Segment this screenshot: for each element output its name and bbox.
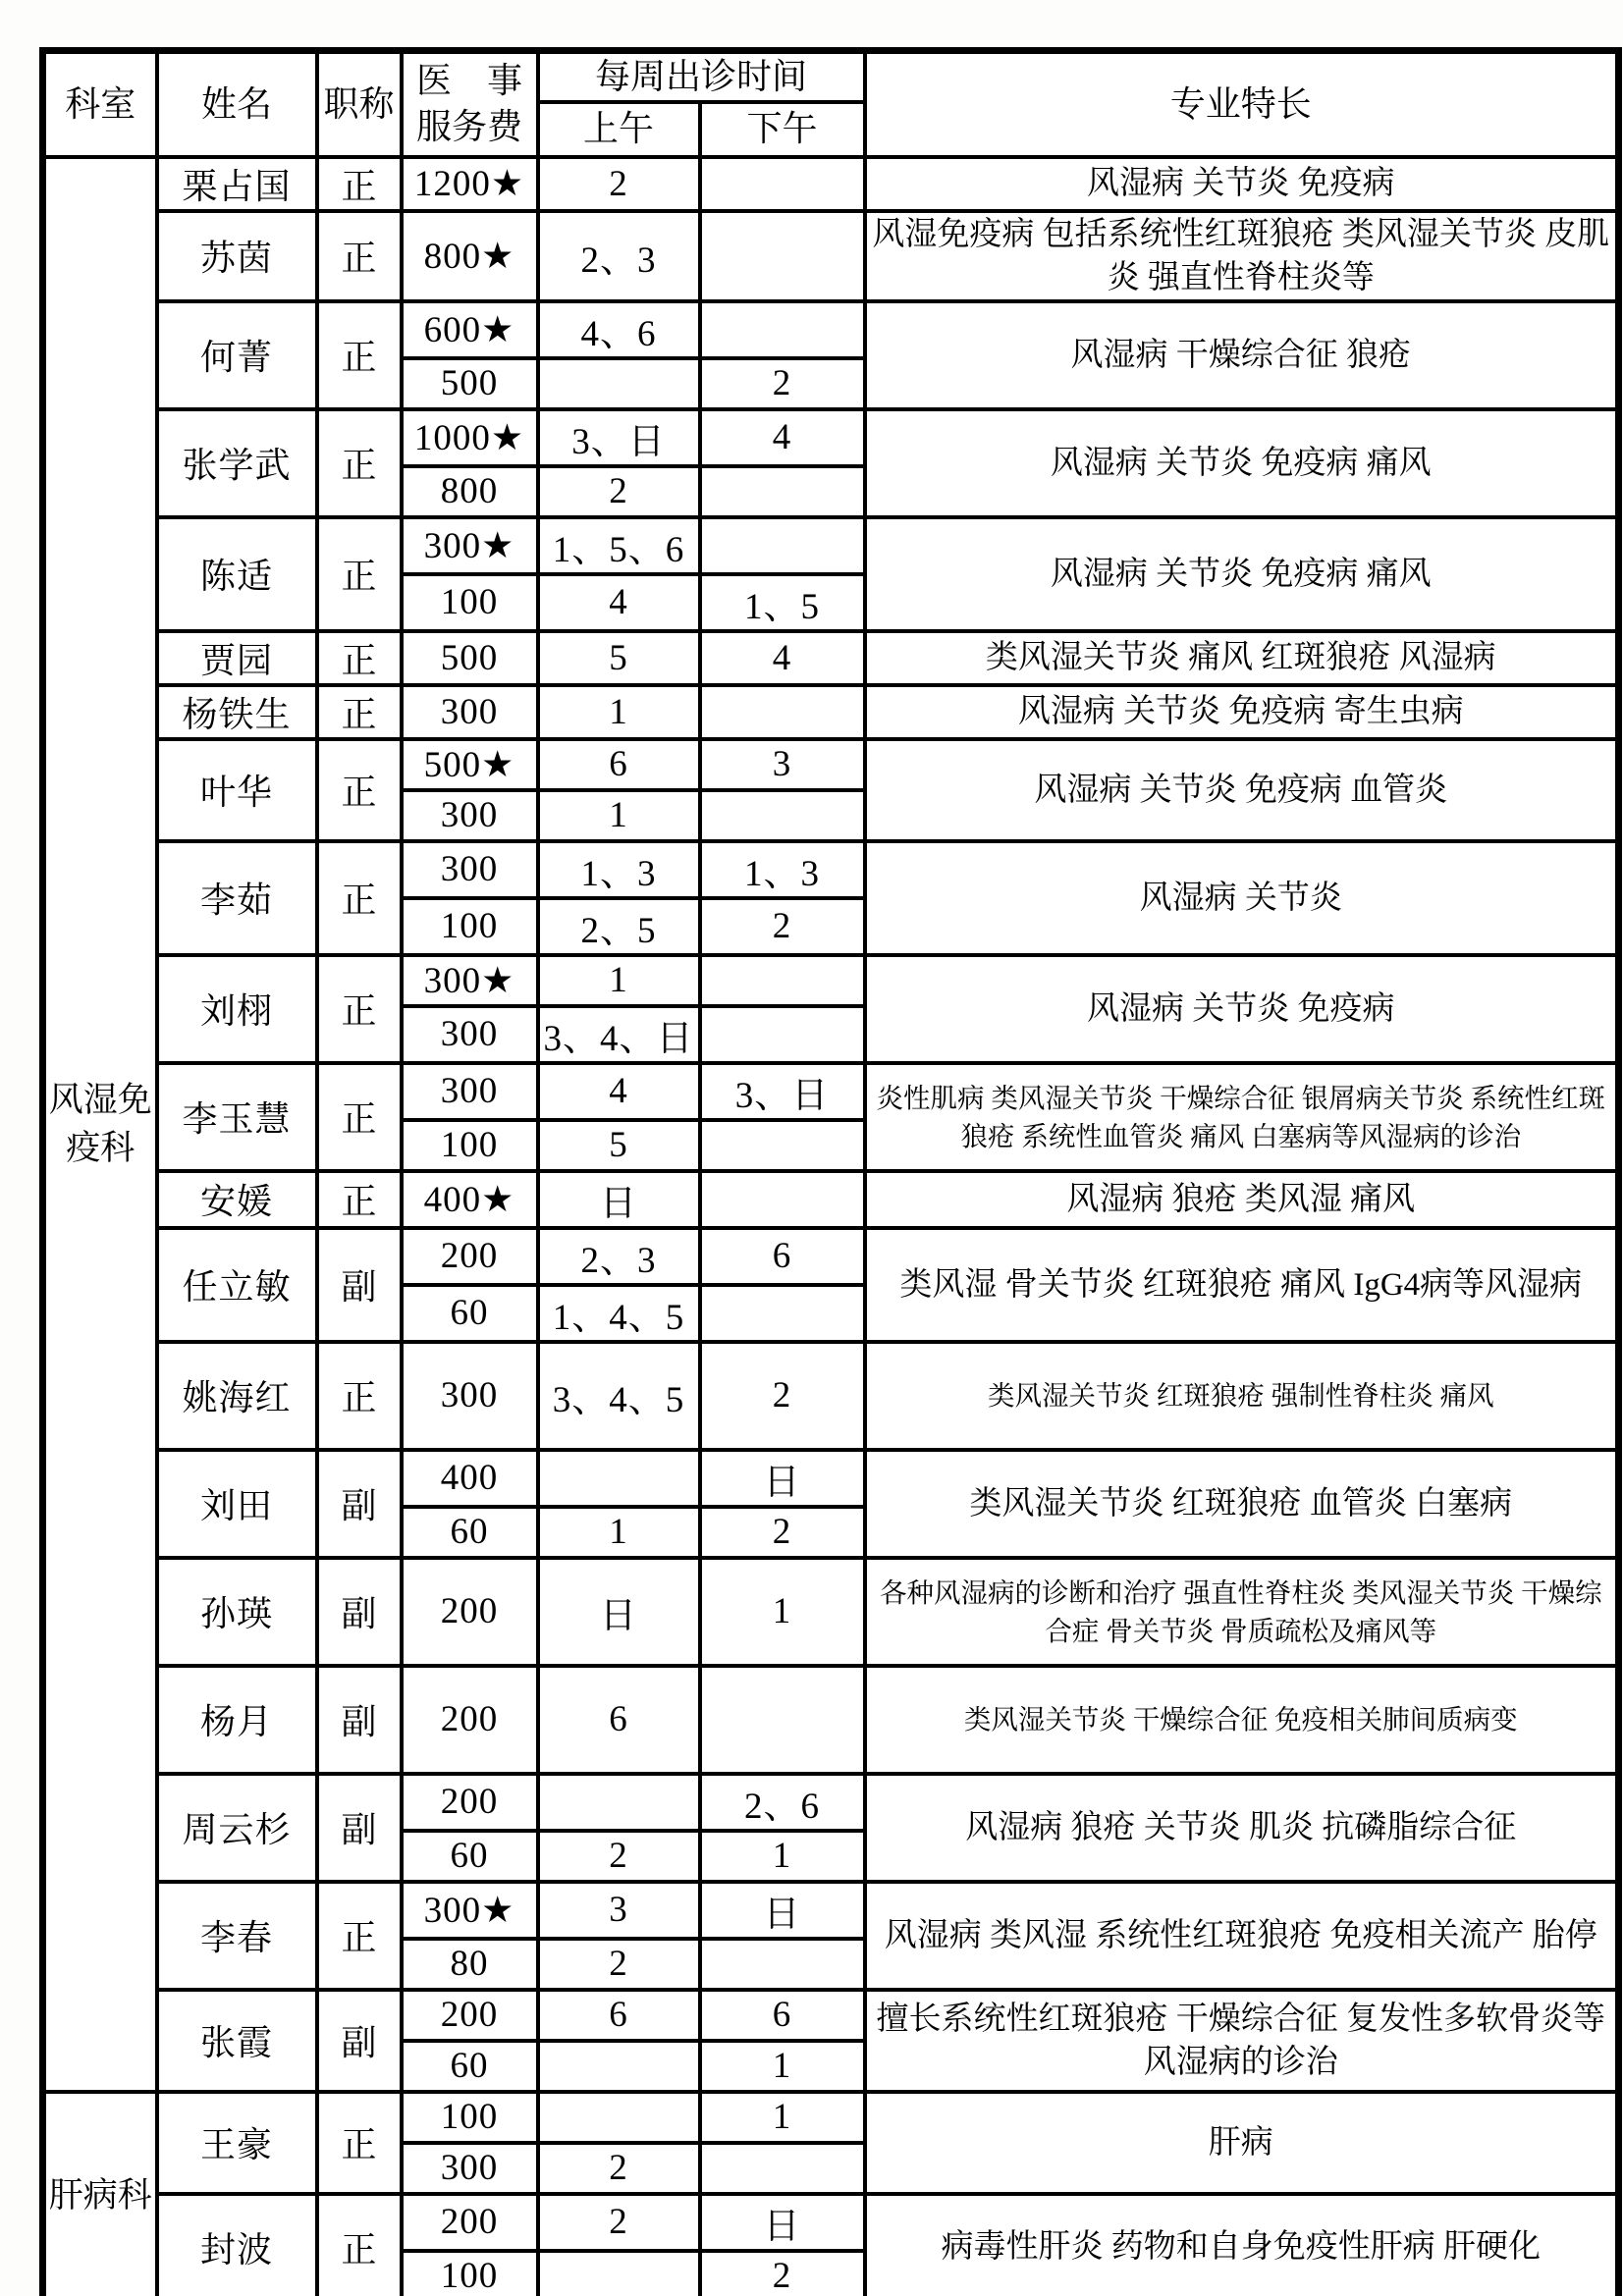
fee-cell: 60 bbox=[402, 2041, 538, 2092]
pm-cell bbox=[700, 157, 865, 211]
am-cell: 1、4、5 bbox=[538, 1285, 700, 1342]
pm-cell: 1、5 bbox=[700, 574, 865, 631]
table-row bbox=[43, 1171, 1619, 1228]
am-cell: 2 bbox=[538, 466, 700, 517]
title-cell: 正 bbox=[317, 1882, 402, 1990]
pm-cell: 3、日 bbox=[700, 1063, 865, 1120]
table-row bbox=[43, 1558, 1619, 1666]
table-row bbox=[43, 1882, 1619, 1939]
fee-cell: 300★ bbox=[402, 517, 538, 574]
pm-cell: 日 bbox=[700, 2194, 865, 2251]
title-cell: 正 bbox=[317, 841, 402, 955]
name-cell: 李茹 bbox=[157, 841, 317, 955]
title-cell: 正 bbox=[317, 1342, 402, 1450]
fee-cell: 300 bbox=[402, 1063, 538, 1120]
specialty-cell: 肝病 bbox=[865, 2092, 1619, 2194]
specialty-cell: 风湿病 干燥综合征 狼疮 bbox=[865, 301, 1619, 409]
fee-cell: 800★ bbox=[402, 211, 538, 301]
am-cell: 3、日 bbox=[538, 409, 700, 466]
fee-cell: 300★ bbox=[402, 955, 538, 1006]
header-fee-line2: 服务费 bbox=[415, 107, 522, 147]
dept-cell: 风湿免疫科 bbox=[43, 157, 157, 2092]
name-cell: 周云杉 bbox=[157, 1774, 317, 1882]
pm-cell: 3 bbox=[700, 739, 865, 790]
specialty-cell: 类风湿关节炎 红斑狼疮 强制性脊柱炎 痛风 bbox=[865, 1342, 1619, 1450]
am-cell: 2、5 bbox=[538, 898, 700, 955]
fee-cell: 100 bbox=[402, 574, 538, 631]
name-cell: 何菁 bbox=[157, 301, 317, 409]
title-cell: 正 bbox=[317, 1171, 402, 1228]
am-cell bbox=[538, 358, 700, 409]
pm-cell: 2、6 bbox=[700, 1774, 865, 1831]
name-cell: 陈适 bbox=[157, 517, 317, 631]
header-dept: 科室 bbox=[43, 51, 157, 157]
header-fee-line1: 医 事 bbox=[415, 61, 522, 101]
specialty-cell: 各种风湿病的诊断和治疗 强直性脊柱炎 类风湿关节炎 干燥综合症 骨关节炎 骨质疏松及痛风等 bbox=[865, 1558, 1619, 1666]
name-cell: 贾园 bbox=[157, 631, 317, 685]
specialty-cell: 类风湿关节炎 红斑狼疮 血管炎 白塞病 bbox=[865, 1450, 1619, 1558]
name-cell: 杨月 bbox=[157, 1666, 317, 1774]
am-cell bbox=[538, 1450, 700, 1507]
title-cell: 副 bbox=[317, 1450, 402, 1558]
am-cell: 2 bbox=[538, 1939, 700, 1990]
title-cell: 正 bbox=[317, 211, 402, 301]
table-row bbox=[43, 1063, 1619, 1120]
am-cell: 4、6 bbox=[538, 301, 700, 358]
am-cell: 6 bbox=[538, 1990, 700, 2041]
specialty-cell: 类风湿 骨关节炎 红斑狼疮 痛风 IgG4病等风湿病 bbox=[865, 1228, 1619, 1342]
name-cell: 李玉慧 bbox=[157, 1063, 317, 1171]
header-specialty: 专业特长 bbox=[865, 51, 1619, 157]
pm-cell: 2 bbox=[700, 1342, 865, 1450]
pm-cell: 2 bbox=[700, 358, 865, 409]
header-fee bbox=[402, 51, 538, 157]
specialty-cell: 风湿病 关节炎 免疫病 bbox=[865, 955, 1619, 1063]
fee-cell: 600★ bbox=[402, 301, 538, 358]
am-cell: 6 bbox=[538, 739, 700, 790]
name-cell: 张学武 bbox=[157, 409, 317, 517]
header-title: 职称 bbox=[317, 51, 402, 157]
specialty-cell: 风湿病 关节炎 免疫病 痛风 bbox=[865, 517, 1619, 631]
am-cell bbox=[538, 1774, 700, 1831]
table-row bbox=[43, 955, 1619, 1006]
fee-cell: 200 bbox=[402, 1558, 538, 1666]
header-row-top bbox=[43, 51, 1619, 102]
pm-cell: 1 bbox=[700, 2041, 865, 2092]
fee-cell: 200 bbox=[402, 1228, 538, 1285]
title-cell: 副 bbox=[317, 1666, 402, 1774]
name-cell: 安媛 bbox=[157, 1171, 317, 1228]
name-cell: 叶华 bbox=[157, 739, 317, 841]
pm-cell bbox=[700, 1171, 865, 1228]
table-row bbox=[43, 1450, 1619, 1507]
table-row bbox=[43, 1990, 1619, 2041]
name-cell: 刘栩 bbox=[157, 955, 317, 1063]
am-cell: 1、3 bbox=[538, 841, 700, 898]
table-row bbox=[43, 211, 1619, 301]
pm-cell bbox=[700, 517, 865, 574]
fee-cell: 80 bbox=[402, 1939, 538, 1990]
specialty-cell: 病毒性肝炎 药物和自身免疫性肝病 肝硬化 bbox=[865, 2194, 1619, 2296]
am-cell: 1 bbox=[538, 955, 700, 1006]
title-cell: 正 bbox=[317, 739, 402, 841]
fee-cell: 1200★ bbox=[402, 157, 538, 211]
doctor-schedule-table bbox=[39, 47, 1622, 2296]
pm-cell: 日 bbox=[700, 1882, 865, 1939]
specialty-cell: 擅长系统性红斑狼疮 干燥综合征 复发性多软骨炎等风湿病的诊治 bbox=[865, 1990, 1619, 2092]
fee-cell: 200 bbox=[402, 1666, 538, 1774]
title-cell: 副 bbox=[317, 1774, 402, 1882]
pm-cell bbox=[700, 1006, 865, 1063]
fee-cell: 400★ bbox=[402, 1171, 538, 1228]
table-row bbox=[43, 685, 1619, 739]
header-name: 姓名 bbox=[157, 51, 317, 157]
pm-cell: 1 bbox=[700, 1558, 865, 1666]
name-cell: 孙瑛 bbox=[157, 1558, 317, 1666]
am-cell: 2、3 bbox=[538, 1228, 700, 1285]
specialty-cell: 风湿免疫病 包括系统性红斑狼疮 类风湿关节炎 皮肌炎 强直性脊柱炎等 bbox=[865, 211, 1619, 301]
pm-cell: 1 bbox=[700, 2092, 865, 2143]
fee-cell: 60 bbox=[402, 1831, 538, 1882]
header-am: 上午 bbox=[538, 102, 700, 157]
title-cell: 副 bbox=[317, 1558, 402, 1666]
dept-cell: 肝病科 bbox=[43, 2092, 157, 2296]
table-row bbox=[43, 1774, 1619, 1831]
specialty-cell: 类风湿关节炎 痛风 红斑狼疮 风湿病 bbox=[865, 631, 1619, 685]
am-cell: 1 bbox=[538, 790, 700, 841]
specialty-cell: 风湿病 关节炎 免疫病 bbox=[865, 157, 1619, 211]
specialty-cell: 风湿病 关节炎 免疫病 血管炎 bbox=[865, 739, 1619, 841]
table-row bbox=[43, 2092, 1619, 2143]
fee-cell: 200 bbox=[402, 2194, 538, 2251]
table-row bbox=[43, 2194, 1619, 2251]
fee-cell: 300 bbox=[402, 1006, 538, 1063]
fee-cell: 100 bbox=[402, 2092, 538, 2143]
am-cell: 3、4、日 bbox=[538, 1006, 700, 1063]
fee-cell: 300 bbox=[402, 2143, 538, 2194]
am-cell: 5 bbox=[538, 1120, 700, 1171]
am-cell: 日 bbox=[538, 1558, 700, 1666]
am-cell: 6 bbox=[538, 1666, 700, 1774]
pm-cell: 4 bbox=[700, 631, 865, 685]
name-cell: 刘田 bbox=[157, 1450, 317, 1558]
am-cell: 3、4、5 bbox=[538, 1342, 700, 1450]
title-cell: 正 bbox=[317, 409, 402, 517]
pm-cell: 2 bbox=[700, 1507, 865, 1558]
doctor-rows bbox=[43, 157, 1619, 2296]
specialty-cell: 风湿病 关节炎 bbox=[865, 841, 1619, 955]
specialty-cell: 风湿病 狼疮 类风湿 痛风 bbox=[865, 1171, 1619, 1228]
fee-cell: 200 bbox=[402, 1774, 538, 1831]
am-cell: 3 bbox=[538, 1882, 700, 1939]
fee-cell: 60 bbox=[402, 1507, 538, 1558]
specialty-cell: 风湿病 类风湿 系统性红斑狼疮 免疫相关流产 胎停 bbox=[865, 1882, 1619, 1990]
fee-cell: 60 bbox=[402, 1285, 538, 1342]
pm-cell bbox=[700, 466, 865, 517]
am-cell: 5 bbox=[538, 631, 700, 685]
am-cell: 2 bbox=[538, 2143, 700, 2194]
fee-cell: 300 bbox=[402, 1342, 538, 1450]
title-cell: 正 bbox=[317, 955, 402, 1063]
table-row bbox=[43, 739, 1619, 790]
title-cell: 正 bbox=[317, 517, 402, 631]
fee-cell: 100 bbox=[402, 2251, 538, 2296]
specialty-cell: 风湿病 狼疮 关节炎 肌炎 抗磷脂综合征 bbox=[865, 1774, 1619, 1882]
am-cell bbox=[538, 2092, 700, 2143]
title-cell: 副 bbox=[317, 1228, 402, 1342]
fee-cell: 300 bbox=[402, 841, 538, 898]
table-row bbox=[43, 1228, 1619, 1285]
specialty-cell: 炎性肌病 类风湿关节炎 干燥综合征 银屑病关节炎 系统性红斑狼疮 系统性血管炎 痛风 白塞病等风湿病的诊治 bbox=[865, 1063, 1619, 1171]
fee-cell: 500 bbox=[402, 358, 538, 409]
name-cell: 张霞 bbox=[157, 1990, 317, 2092]
fee-cell: 500★ bbox=[402, 739, 538, 790]
am-cell: 1 bbox=[538, 685, 700, 739]
title-cell: 副 bbox=[317, 1990, 402, 2092]
table-row bbox=[43, 1666, 1619, 1774]
pm-cell bbox=[700, 1666, 865, 1774]
pm-cell: 2 bbox=[700, 898, 865, 955]
fee-cell: 100 bbox=[402, 898, 538, 955]
am-cell: 2 bbox=[538, 1831, 700, 1882]
name-cell: 李春 bbox=[157, 1882, 317, 1990]
pm-cell: 日 bbox=[700, 1450, 865, 1507]
title-cell: 正 bbox=[317, 685, 402, 739]
fee-cell: 800 bbox=[402, 466, 538, 517]
name-cell: 杨铁生 bbox=[157, 685, 317, 739]
am-cell: 1、5、6 bbox=[538, 517, 700, 574]
name-cell: 任立敏 bbox=[157, 1228, 317, 1342]
title-cell: 正 bbox=[317, 2194, 402, 2296]
name-cell: 栗占国 bbox=[157, 157, 317, 211]
pm-cell: 6 bbox=[700, 1228, 865, 1285]
fee-cell: 100 bbox=[402, 1120, 538, 1171]
pm-cell bbox=[700, 211, 865, 301]
fee-cell: 300★ bbox=[402, 1882, 538, 1939]
title-cell: 正 bbox=[317, 157, 402, 211]
title-cell: 正 bbox=[317, 301, 402, 409]
table-row bbox=[43, 1342, 1619, 1450]
specialty-cell: 类风湿关节炎 干燥综合征 免疫相关肺间质病变 bbox=[865, 1666, 1619, 1774]
header-pm: 下午 bbox=[700, 102, 865, 157]
fee-cell: 300 bbox=[402, 790, 538, 841]
table-row bbox=[43, 517, 1619, 574]
pm-cell: 1、3 bbox=[700, 841, 865, 898]
title-cell: 正 bbox=[317, 2092, 402, 2194]
header-schedule: 每周出诊时间 bbox=[538, 51, 865, 102]
pm-cell bbox=[700, 2143, 865, 2194]
am-cell: 4 bbox=[538, 1063, 700, 1120]
table-row bbox=[43, 409, 1619, 466]
name-cell: 王豪 bbox=[157, 2092, 317, 2194]
table-row bbox=[43, 301, 1619, 358]
title-cell: 正 bbox=[317, 631, 402, 685]
am-cell: 2 bbox=[538, 2194, 700, 2251]
table-row bbox=[43, 841, 1619, 898]
am-cell: 2、3 bbox=[538, 211, 700, 301]
specialty-cell: 风湿病 关节炎 免疫病 寄生虫病 bbox=[865, 685, 1619, 739]
table-row bbox=[43, 157, 1619, 211]
am-cell bbox=[538, 2251, 700, 2296]
pm-cell: 2 bbox=[700, 2251, 865, 2296]
name-cell: 苏茵 bbox=[157, 211, 317, 301]
am-cell: 2 bbox=[538, 157, 700, 211]
table-row bbox=[43, 631, 1619, 685]
pm-cell: 4 bbox=[700, 409, 865, 466]
pm-cell bbox=[700, 790, 865, 841]
pm-cell bbox=[700, 955, 865, 1006]
fee-cell: 500 bbox=[402, 631, 538, 685]
pm-cell bbox=[700, 301, 865, 358]
am-cell: 4 bbox=[538, 574, 700, 631]
am-cell: 日 bbox=[538, 1171, 700, 1228]
pm-cell bbox=[700, 1939, 865, 1990]
fee-cell: 300 bbox=[402, 685, 538, 739]
fee-cell: 1000★ bbox=[402, 409, 538, 466]
pm-cell: 6 bbox=[700, 1990, 865, 2041]
pm-cell bbox=[700, 1285, 865, 1342]
pm-cell: 1 bbox=[700, 1831, 865, 1882]
fee-cell: 400 bbox=[402, 1450, 538, 1507]
pm-cell bbox=[700, 685, 865, 739]
fee-cell: 200 bbox=[402, 1990, 538, 2041]
am-cell bbox=[538, 2041, 700, 2092]
am-cell: 1 bbox=[538, 1507, 700, 1558]
title-cell: 正 bbox=[317, 1063, 402, 1171]
specialty-cell: 风湿病 关节炎 免疫病 痛风 bbox=[865, 409, 1619, 517]
pm-cell bbox=[700, 1120, 865, 1171]
name-cell: 姚海红 bbox=[157, 1342, 317, 1450]
name-cell: 封波 bbox=[157, 2194, 317, 2296]
